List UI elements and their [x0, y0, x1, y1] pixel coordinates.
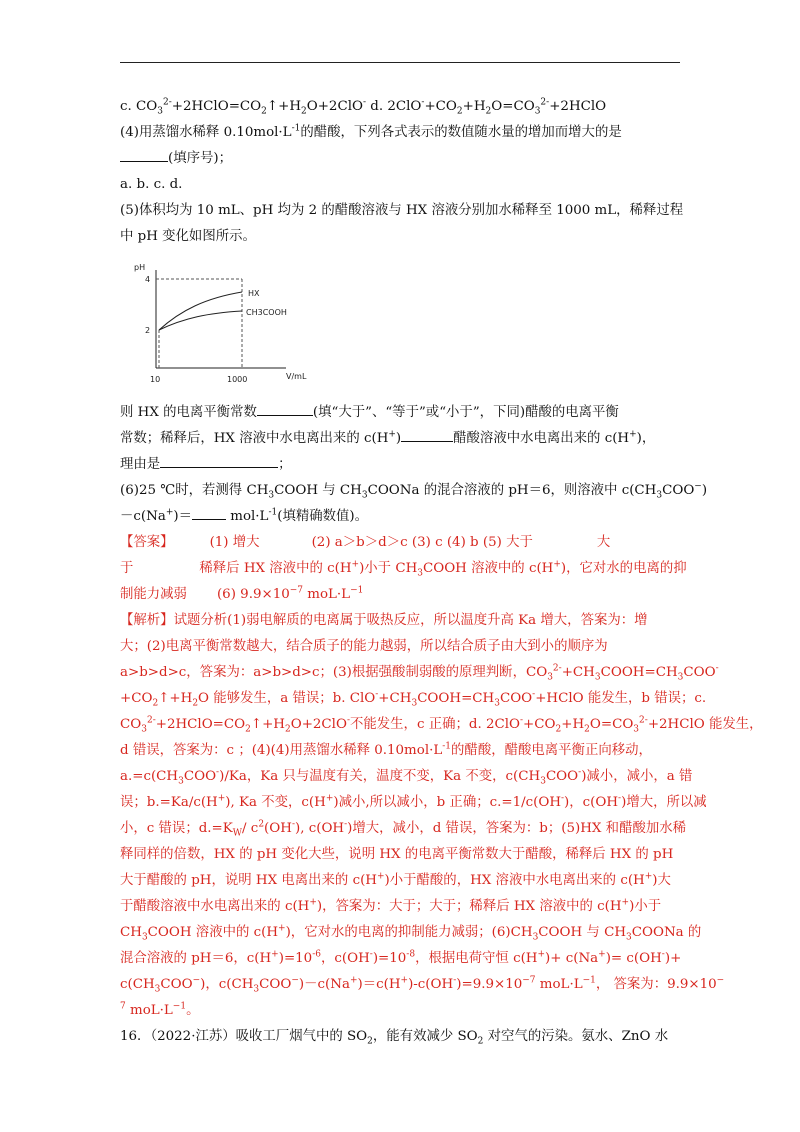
question-4-line: (4)用蒸馏水稀释 $0.10mol\cdot L^{-1}$的醋酸，下列各式表示的数值随水量的增加而增大的是	[120, 123, 622, 140]
answer-blank	[120, 147, 168, 162]
explanation-line-12: 于醋酸溶液中水电离出来的 c(H+)，答案为：大于；大于；稀释后 HX 溶液中的 c(H+)小于	[120, 897, 662, 914]
explanation-line-4: $+CO_2↑+H_2O$ 能够发生，a 错误；b. $ClO^-+CH_3COOH=CH_3COO^-+HClO$ 能发生，b 错误；c.	[120, 689, 707, 709]
explanation-line-14: 混合溶液的 pH＝6，$c(H^+)=10^{-6}$，$c(OH^-)=10^{-8}$，根据电荷守恒 c(H+)+ c(Na+)= c(OH-)+	[120, 949, 682, 966]
question-5-line: (5)体积均为 10 mL、pH 均为 2 的醋酸溶液与 HX 溶液分别加水稀释至 1000 mL，稀释过程	[120, 203, 684, 218]
question-5-line-2: 中 pH 变化如图所示。	[120, 229, 256, 244]
explanation-line-9: 小，c 错误；$d.=K_W/$ $c^2(OH^-)$, c(OH-)增大，减小，d 错误，答案为：b；(5)HX 和醋酸加水稀	[120, 819, 687, 839]
question-16-line: 16．（2022·江苏）吸收工厂烟气中的 $SO_2$，能有效减少 $SO_2$ 对空气的污染。氨水、ZnO 水	[120, 1029, 669, 1047]
question-6-line: (6)25 ℃时，若测得 $CH_3COOH$ 与 $CH_3COONa$ 的混合溶液的 pH＝6，则溶液中 $c(CH_3COO^-)$	[120, 481, 708, 501]
chart-svg	[126, 258, 316, 390]
ph-dilution-chart	[120, 258, 680, 394]
explanation-line-11: 大于醋酸的 pH，说明 HX 电离出来的 c(H+)小于醋酸的，HX 溶液中水电离出来的 c(H+)大	[120, 871, 671, 888]
question-4-answer-line: (填序号)；	[120, 146, 680, 172]
question-5-fill-line-2: 常数；稀释后，HX 溶液中水电离出来的 c(H+) 醋酸溶液中水电离出来的 c(H+)，	[120, 426, 680, 452]
y-axis-label: pH	[134, 263, 146, 272]
question-5-reason-line: 理由是 ；	[120, 452, 680, 478]
explanation-line-16: $^7$ $moL\cdot L^{-1}$。	[120, 1001, 200, 1018]
explanation-line-2: 大；(2)电离平衡常数越大，结合质子的能力越弱，所以结合质子由大到小的顺序为	[120, 639, 608, 654]
answer-line-2: 于 稀释后 HX 溶液中的 c(H+)小于 $CH_3COOH$ 溶液中的 c(H+)，它对水的电离的抑	[120, 559, 687, 579]
explanation-line-8: 误；b.=Ka/c(H+), Ka 不变，c(H+)减小,所以减小，b 正确；c.=1/c(OH-)，c(OH-)增大，所以减	[120, 793, 707, 810]
answer-line-1: 【答案】 (1) 增大 (2) a＞b＞d＞c (3) c (4) b (5) 大于 大	[120, 535, 611, 550]
series-label-hx: HX	[248, 289, 260, 298]
question-6-fill-line: $-c(Na^+)= mol\cdot L^{-1}$(填精确数值)。	[120, 504, 680, 530]
explanation-line-3: a>b>d>c，答案为：a>b>d>c；(3)根据强酸制弱酸的原理判断，$CO_3^{2-}+CH_3COOH=CH_3COO^-$	[120, 663, 719, 683]
explanation-line-15: $c(CH_3COO^-)$，$c(CH_3COO^-)-c(Na^+)=c(H^+)-c(OH^-)=9.9\times 10^{-7}$ $moL\cdot L^{-1}$， 答案为：9.9×10−	[120, 975, 725, 995]
question-4-options: a. b. c. d.	[120, 177, 183, 192]
explanation-line-6: d 错误，答案为：c ；(4)(4)用蒸馏水稀释 $0.10mol\cdot L^{-1}$的醋酸，醋酸电离平衡正向移动，	[120, 741, 652, 758]
answer-blank	[192, 505, 226, 520]
header-rule	[120, 62, 680, 63]
x-axis-label: V/mL	[286, 372, 307, 381]
x-tick-label-1000: 1000	[227, 375, 248, 384]
question-line-reactions: c. $CO_3^{2-}+2HClO=CO_2↑+H_2O+2ClO^-$ d. $2ClO^-+CO_2+H_2O=CO_3^{2-}+2HClO$	[120, 97, 607, 117]
explanation-line-10: 释同样的倍数，HX 的 pH 变化大些，说明 HX 的电离平衡常数大于醋酸，稀释后 HX 的 pH	[120, 847, 674, 862]
answer-blank	[401, 427, 453, 442]
answer-blank	[257, 401, 313, 416]
answer-line-3: 制能力减弱 (6) $9.9\times 10^{-7}$ $moL\cdot L^{-1}$	[120, 585, 364, 602]
page-content	[120, 94, 763, 1050]
y-tick-label-4: 4	[145, 275, 151, 284]
y-tick-label-2: 2	[145, 326, 151, 335]
explanation-line-13: $CH_3COOH$ 溶液中的 c(H+)，它对水的电离的抑制能力减弱；$(6)CH_3COOH$ 与 $CH_3COONa$ 的	[120, 923, 702, 943]
series-label-ch3cooh: CH3COOH	[246, 308, 287, 317]
explanation-line-7: $a.=c(CH_3COO^-)/Ka$，Ka 只与温度有关，温度不变，Ka 不变，$c(CH_3COO^-)$减小，减小，a 错	[120, 767, 693, 787]
answer-tag: 【答案】	[120, 535, 174, 550]
x-tick-label-10: 10	[150, 375, 161, 384]
question-5-fill-line-1: 则 HX 的电离平衡常数 (填“大于”、“等于”或“小于”，下同)醋酸的电离平衡	[120, 400, 680, 426]
series-line-ch3cooh	[159, 311, 242, 330]
answer-blank	[160, 453, 278, 468]
explanation-line-5: $CO_3^{2-}+2HClO=CO_2↑+H_2O+2ClO^-$不能发生，c 正确；d. $2ClO^-+CO_2+H_2O=CO_3^{2-}+2HClO$ 能发生，	[120, 715, 763, 735]
explanation-tag: 【解析】	[120, 613, 174, 628]
explanation-line-1: 【解析】试题分析(1)弱电解质的电离属于吸热反应，所以温度升高 Ka 增大，答案为：增	[120, 613, 648, 628]
